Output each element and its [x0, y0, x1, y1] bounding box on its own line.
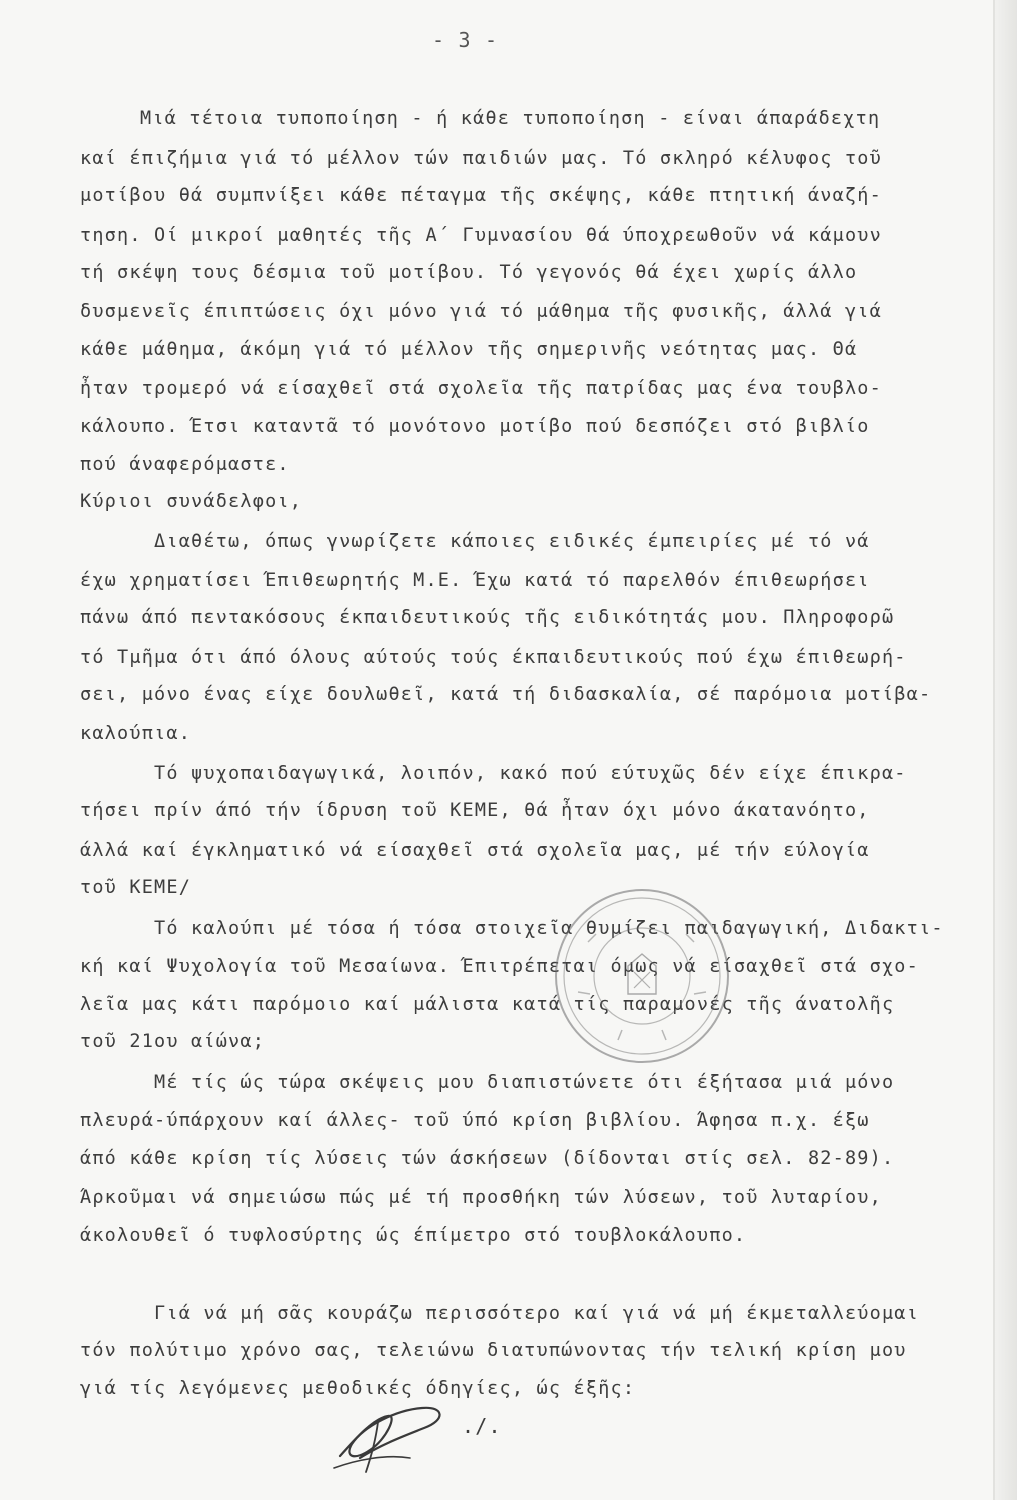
text-line: τόν πολύτιμο χρόνο σας, τελειώνω διατυπώνοντας τήν τελική κρίση μου	[80, 1340, 907, 1361]
text-line: τηση. Οί μικροί μαθητές τῆς Α΄ Γυμνασίου θά ύποχρεωθοῦν νά κάμουν	[80, 225, 882, 246]
text-line: Τό καλούπι μέ τόσα ή τόσα στοιχεῖα θυμίζει παιδαγωγική, Διδακτι-	[80, 918, 944, 939]
text-line: άπό κάθε κρίση τίς λύσεις τών άσκήσεων (δίδονται στίς σελ. 82-89).	[80, 1148, 895, 1169]
page-number: - 3 -	[432, 28, 499, 52]
text-line: μοτίβου θά συμπνίξει κάθε πέταγμα τῆς σκέψης, κάθε πτητική άναζή-	[80, 185, 882, 206]
text-line: Κύριοι συνάδελφοι,	[80, 491, 303, 512]
text-line: κάλουπο. Έτσι καταντᾶ τό μονότονο μοτίβο πού δεσπόζει στό βιβλίο	[80, 416, 870, 437]
text-line: κή καί Ψυχολογία τοῦ Μεσαίωνα. Έπιτρέπεται όμως νά είσαχθεῖ στά σχο-	[80, 956, 919, 977]
text-line: κάθε μάθημα, άκόμη γιά τό μέλλον τῆς σημερινῆς νεότητας μας. Θά	[80, 339, 858, 360]
text-line: Μιά τέτοια τυποποίηση - ή κάθε τυποποίηση - είναι άπαράδεχτη	[140, 108, 881, 129]
official-stamp-icon	[548, 882, 736, 1070]
signature-icon	[326, 1398, 456, 1478]
text-line: πάνω άπό πεντακόσους έκπαιδευτικούς τῆς ειδικότητάς μου. Πληροφορῶ	[80, 607, 895, 628]
text-line: τοῦ 21ου αίώνα;	[80, 1031, 266, 1052]
text-line: έχω χρηματίσει Έπιθεωρητής Μ.Ε. Έχω κατά τό παρελθόν έπιθεωρήσει	[80, 570, 870, 591]
text-line: Τό ψυχοπαιδαγωγικά, λοιπόν, κακό πού εύτυχῶς δέν είχε έπικρα-	[80, 763, 907, 784]
text-line: Μέ τίς ώς τώρα σκέψεις μου διαπιστώνετε ότι έξήτασα μιά μόνο	[80, 1072, 895, 1093]
text-line: πού άναφερόμαστε.	[80, 454, 290, 475]
page-edge	[995, 0, 1017, 1500]
text-line: πλευρά-ύπάρχουν καί άλλες- τοῦ ύπό κρίση βιβλίου. Άφησα π.χ. έξω	[80, 1110, 870, 1131]
text-line: τοῦ ΚΕΜΕ/	[80, 877, 192, 898]
text-line: καί έπιζήμια γιά τό μέλλον τών παιδιών μας. Τό σκληρό κέλυφος τοῦ	[80, 148, 882, 169]
text-line: Διαθέτω, όπως γνωρίζετε κάποιες ειδικές έμπειρίες μέ τό νά	[80, 531, 870, 552]
text-line: τή σκέψη τους δέσμια τοῦ μοτίβου. Τό γεγονός θά έχει χωρίς άλλο	[80, 262, 858, 283]
text-line: καλούπια.	[80, 723, 192, 744]
closing-mark: ./.	[462, 1414, 502, 1438]
text-line: τό Τμῆμα ότι άπό όλους αύτούς τούς έκπαιδευτικούς πού έχω έπιθεωρή-	[80, 647, 907, 668]
text-line: σει, μόνο ένας είχε δουλωθεῖ, κατά τή διδασκαλία, σέ παρόμοια μοτίβα-	[80, 684, 932, 705]
text-line: Άρκοῦμαι νά σημειώσω πώς μέ τή προσθήκη τών λύσεων, τοῦ λυταρίου,	[80, 1187, 882, 1208]
text-line: Γιά νά μή σᾶς κουράζω περισσότερο καί γιά νά μή έκμεταλλεύομαι	[80, 1303, 919, 1324]
text-line: λεῖα μας κάτι παρόμοιο καί μάλιστα κατά τίς παραμονές τῆς άνατολῆς	[80, 994, 895, 1015]
text-line: δυσμενεῖς έπιπτώσεις όχι μόνο γιά τό μάθημα τῆς φυσικῆς, άλλά γιά	[80, 301, 882, 322]
text-line: ἦταν τρομερό νά είσαχθεῖ στά σχολεῖα τῆς πατρίδας μας ένα τουβλο-	[80, 378, 882, 399]
text-line: τήσει πρίν άπό τήν ίδρυση τοῦ ΚΕΜΕ, θά ἦταν όχι μόνο άκατανόητο,	[80, 800, 870, 821]
text-line: γιά τίς λεγόμενες μεθοδικές όδηγίες, ώς έξῆς:	[80, 1378, 636, 1399]
text-line: άλλά καί έγκληματικό νά είσαχθεῖ στά σχολεῖα μας, μέ τήν εύλογία	[80, 840, 870, 861]
text-line: άκολουθεῖ ό τυφλοσύρτης ώς έπίμετρο στό τουβλοκάλουπο.	[80, 1225, 747, 1246]
